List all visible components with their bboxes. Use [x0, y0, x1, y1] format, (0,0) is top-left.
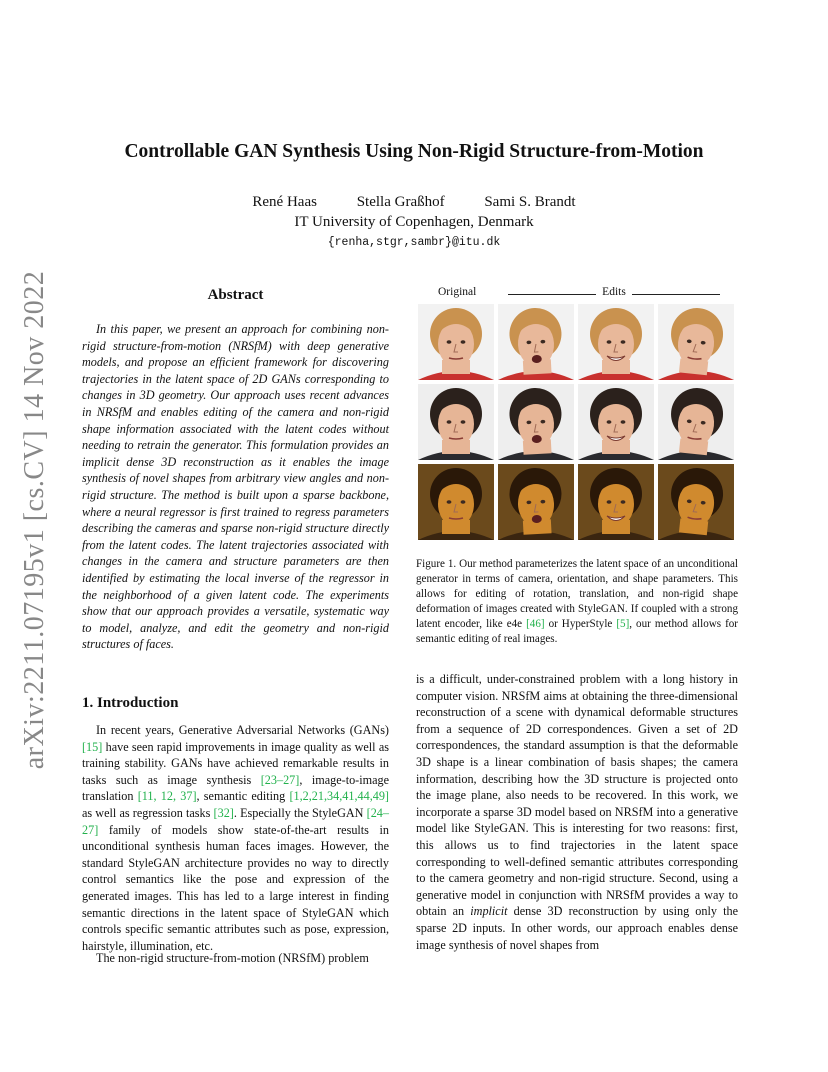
face-image: [578, 384, 654, 460]
author-name: Stella Graßhof: [356, 194, 445, 210]
face-image: [498, 464, 574, 540]
citation-link[interactable]: [23–27]: [260, 772, 300, 787]
author-name: Sami S. Brandt: [484, 194, 576, 210]
face-image: [578, 304, 654, 380]
citation-link[interactable]: [46]: [526, 618, 545, 630]
citation-link[interactable]: [24–27]: [82, 805, 389, 837]
abstract-text: In this paper, we present an approach for combining non-rigid structure-from-motion (NRSfM) with deep generative models, and propose an efficient framework for discovering trajectories in the latent space of 2D GANs corresponding to changes in 3D geometry. Our approach uses recent advances in NRSfM and enables editing of the camera and non-rigid shape information associated with the latent codes without needing to retrain the generator. This formulation provides an implicit dense 3D reconstruction as it enables the image synthesis of novel shapes from arbitrary view angles and non-rigid structure. The method is built upon a sparse backbone, where a neural regressor is first trained to regress parameters describing the cameras and sparse non-rigid structure directly from the latent codes. The latent trajectories associated with changes in the camera and structure parameters are then identified by estimating the local inverse of the regressor in the neighborhood of a given latent code. The experiments show that our approach provides a versatile, systematic way to model, analyze, and edit the geometry and non-rigid structures of faces.: [82, 322, 389, 652]
introduction-paragraph-2: The non-rigid structure-from-motion (NRSfM) problem: [96, 951, 369, 965]
face-image: [658, 304, 734, 380]
face-image: [658, 464, 734, 540]
abstract-heading: Abstract: [207, 287, 264, 303]
affiliation: IT University of Copenhagen, Denmark: [294, 214, 534, 230]
figure-caption: Figure 1. Our method parameterizes the latent space of an unconditional generator in terms of camera, orientation, and shape parameters. This allows for editing of rotation, translation, and non-rigid shape deformation of images created with StyleGAN. If coupled with a strong latent encoder, like e4e [46] or HyperStyle [5], our method allows for semantic editing of real images.: [416, 558, 738, 645]
figure-header: [418, 286, 736, 302]
face-image: [578, 464, 654, 540]
citation-link[interactable]: [15]: [82, 739, 103, 754]
author-list: [0, 194, 828, 211]
author-name: René Haas: [252, 194, 317, 210]
citation-link[interactable]: [32]: [213, 805, 234, 820]
paper-title: Controllable GAN Synthesis Using Non-Rigid Structure-from-Motion: [124, 141, 704, 162]
citation-link[interactable]: [1,2,21,34,41,44,49]: [289, 789, 389, 804]
face-image: [418, 304, 494, 380]
author-emails: {renha,stgr,sambr}@itu.dk: [327, 236, 501, 249]
figure-header-edits: Edits: [508, 286, 720, 298]
arxiv-sidebar: [12, 270, 58, 770]
introduction-paragraph-right: is a difficult, under-constrained problem with a long history in computer vision. NRSfM aims at obtaining the three-dimensional reconstruction of a scene with dynamical deformable structures from a sequence of 2D correspondences. Given a set of 2D correspondences, the standard assumption is that the deformable 3D shape is a linear combination of basis shapes; the camera information, describing how the 3D structure is projected onto the image plane, also needs to be recovered. In this work, we incorporate a sparse 3D model based on NRSfM into a generative model like StyleGAN. This is interesting for two reasons: first, this allows us to find trajectories in the latent space corresponding to well-defined semantic attributes corresponding to the camera geometry and non-rigid structure. Second, using a generative model in conjunction with NRSfM provides a way to obtain an implicit dense 3D reconstruction by using only the sparse 2D inputs. In other words, our approach enables dense image synthesis of novel shapes from: [416, 672, 738, 952]
introduction-heading: 1. Introduction: [82, 695, 179, 711]
face-image: [418, 384, 494, 460]
face-image: [658, 384, 734, 460]
emphasis: implicit: [470, 904, 508, 919]
arxiv-identifier: arXiv:2211.07195v1 [cs.CV] 14 Nov 2022: [19, 270, 50, 770]
face-image: [498, 384, 574, 460]
face-image: [418, 464, 494, 540]
figure-header-original: Original: [438, 286, 477, 298]
face-image: [498, 304, 574, 380]
citation-link[interactable]: [11, 12, 37]: [137, 789, 197, 804]
introduction-paragraph-1: In recent years, Generative Adversarial Networks (GANs) [15] have seen rapid improvements in image quality as well as training stability. GANs have achieved remarkable results in tasks such as image synthesis [23–27], image-to-image translation [11, 12, 37], semantic editing [1,2,21,34,41,44,49] as well as regression tasks [32]. Especially the StyleGAN [24–27] family of models show state-of-the-art results in unconditional synthesis human faces images. However, the standard StyleGAN architecture provides no way to directly control semantics like the pose and expression of the generated images. This has led to a large interest in finding semantic directions in the latent space of StyleGAN which controls specific semantic attributes such as pose, expression, hairstyle, illumination, etc.: [82, 723, 390, 953]
citation-link[interactable]: [5]: [616, 618, 630, 630]
